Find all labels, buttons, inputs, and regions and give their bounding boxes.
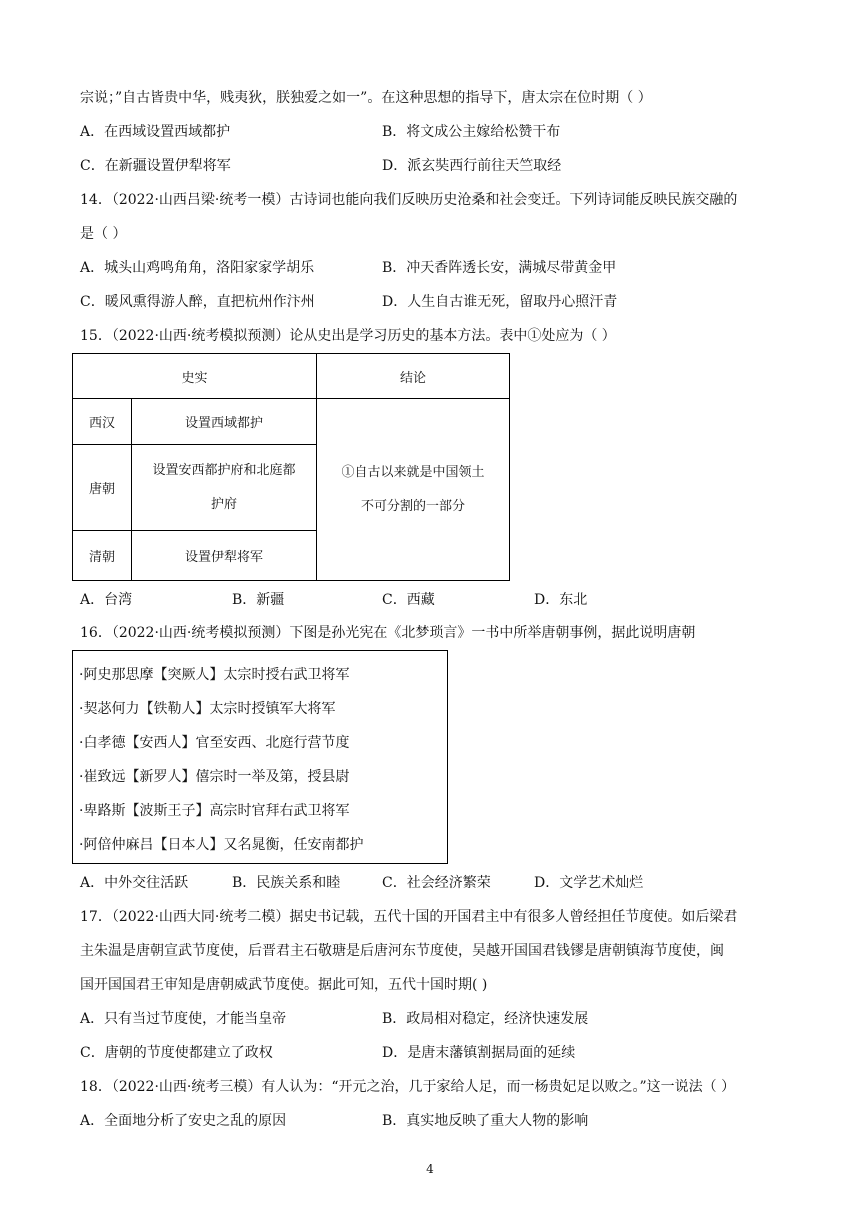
q14-stem-line2: 是（ ）: [80, 226, 127, 242]
table-header-conclusion: 结论: [317, 354, 510, 399]
conclusion-line1: ①自古以来就是中国领土: [341, 464, 485, 480]
page-number: 4: [426, 1162, 434, 1176]
q15-stem: 15．（2022·山西·统考模拟预测）论从史出是学习历史的基本方法。表中①处应为（ ）: [80, 328, 616, 344]
table-row-dynasty: 唐朝: [73, 445, 132, 531]
q16-option-a: A．中外交往活跃: [80, 875, 189, 891]
history-facts-table: [72, 353, 510, 581]
q15-option-d: D．东北: [534, 592, 588, 608]
q18-stem: 18．（2022·山西·统考三模）有人认为：“开元之治，几于家给人足，而一杨贵妃足以败之。”这一说法（ ）: [80, 1079, 736, 1095]
fact-line1: 设置安西都护府和北庭都: [152, 462, 296, 478]
q14-option-a: A．城头山鸡鸣角角，洛阳家家学胡乐: [80, 260, 315, 276]
q17-option-c: C．唐朝的节度使都建立了政权: [80, 1045, 273, 1061]
q14-option-d: D．人生自古谁无死，留取丹心照汗青: [382, 294, 618, 310]
table-header-facts: 史实: [73, 354, 317, 399]
fact-line2: 护府: [210, 496, 237, 512]
example-item: ·白孝德【安西人】官至安西、北庭行营节度: [79, 735, 350, 751]
q16-option-c: C．社会经济繁荣: [382, 875, 491, 891]
q17-option-b: B．政局相对稳定，经济快速发展: [382, 1011, 589, 1027]
q17-stem-line2: 主朱温是唐朝宣武节度使，后晋君主石敬瑭是后唐河东节度使，吴越开国国君钱镠是唐朝镇海节度使，闽: [80, 943, 724, 959]
q14-option-c: C．暖风熏得游人醉，直把杭州作汴州: [80, 294, 315, 310]
example-item: ·契苾何力【铁勒人】太宗时授镇军大将军: [79, 701, 336, 717]
q15-option-b: B．新疆: [232, 592, 285, 608]
q17-stem-line3: 国开国国君王审知是唐朝威武节度使。据此可知，五代十国时期( ): [80, 977, 488, 993]
q13-stem: 宗说；”自古皆贵中华，贱夷狄，朕独爱之如一”。在这种思想的指导下，唐太宗在位时期（ ）: [80, 90, 652, 106]
q17-option-a: A．只有当过节度使，才能当皇帝: [80, 1011, 287, 1027]
q13-option-d: D．派玄奘西行前往天竺取经: [382, 158, 562, 174]
table-conclusion-cell: [317, 399, 510, 581]
example-item: ·阿史那思摩【突厥人】太宗时授右武卫将军: [79, 667, 350, 683]
conclusion-line2: 不可分割的一部分: [360, 498, 465, 514]
q15-option-c: C．西藏: [382, 592, 435, 608]
example-item: ·崔致远【新罗人】僖宗时一举及第，授县尉: [79, 769, 350, 785]
q16-stem: 16．（2022·山西·统考模拟预测）下图是孙光宪在《北梦琐言》一书中所举唐朝事例，据此说明唐朝: [80, 625, 696, 641]
q15-option-a: A．台湾: [80, 592, 133, 608]
table-row-fact: [132, 445, 317, 531]
q14-stem-line1: 14．（2022·山西吕梁·统考一模）古诗词也能向我们反映历史沧桑和社会变迁。下列诗词能反映民族交融的: [80, 192, 738, 208]
table-row-fact: 设置西域都护: [132, 399, 317, 445]
q13-option-c: C．在新疆设置伊犁将军: [80, 158, 231, 174]
q14-option-b: B．冲天香阵透长安，满城尽带黄金甲: [382, 260, 617, 276]
q17-option-d: D．是唐末藩镇割据局面的延续: [382, 1045, 576, 1061]
table-row-fact: 设置伊犁将军: [132, 531, 317, 581]
q13-option-a: A．在西域设置西域都护: [80, 124, 231, 140]
q18-option-b: B．真实地反映了重大人物的影响: [382, 1113, 589, 1129]
table-row-dynasty: 清朝: [73, 531, 132, 581]
tang-examples-box: [72, 650, 448, 864]
q17-stem-line1: 17．（2022·山西大同·统考二模）据史书记载，五代十国的开国君主中有很多人曾经担任节度使。如后梁君: [80, 909, 738, 925]
q13-option-b: B．将文成公主嫁给松赞干布: [382, 124, 561, 140]
q16-option-b: B．民族关系和睦: [232, 875, 341, 891]
q18-option-a: A．全面地分析了安史之乱的原因: [80, 1113, 287, 1129]
example-item: ·卑路斯【波斯王子】高宗时官拜右武卫将军: [79, 803, 350, 819]
example-item: ·阿倍仲麻吕【日本人】又名晁衡，任安南都护: [79, 837, 364, 853]
table-row-dynasty: 西汉: [73, 399, 132, 445]
q16-option-d: D．文学艺术灿烂: [534, 875, 644, 891]
